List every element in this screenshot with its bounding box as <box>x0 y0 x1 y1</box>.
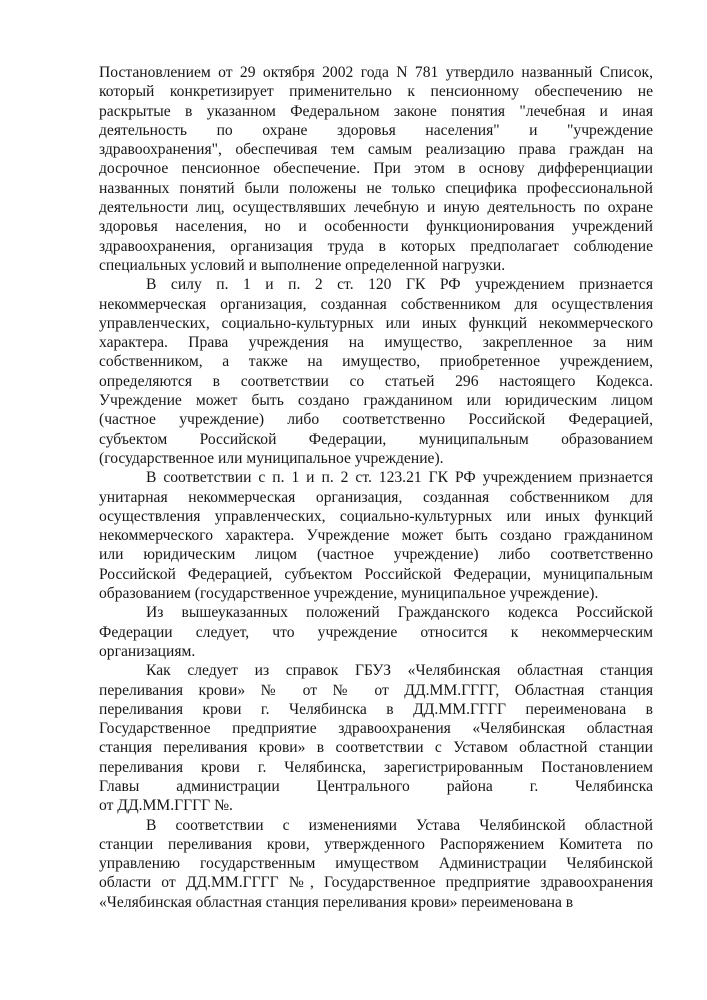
text-line: «Челябинская областная станция переливания крови» переименована в <box>99 893 574 911</box>
text-line: здравоохранения", обеспечивая тем самым реализацию права граждан на <box>99 141 653 159</box>
text-line: или юридическим лицом (частное учреждение) либо соответственно <box>99 546 653 564</box>
text-line: Учреждение может быть создано гражданином или юридическим лицом <box>99 392 653 410</box>
text-line: Федерации следует, что учреждение относится к некоммерческим <box>99 623 653 641</box>
paragraph-5 <box>99 661 653 815</box>
text-line: определяются в соответствии со статьей 296 настоящего Кодекса. <box>99 372 653 390</box>
text-line: образованием (государственное учреждение, муниципальное учреждение). <box>99 585 599 603</box>
text-line: (частное учреждение) либо соответственно Российской Федерацией, <box>99 411 653 429</box>
paragraph-4 <box>99 603 653 661</box>
text-line: В силу п. 1 и п. 2 ст. 120 ГК РФ учреждением признается <box>146 276 653 294</box>
text-line: который конкретизирует применительно к пенсионному обеспечению не <box>99 83 653 101</box>
text-line: названных понятий были положены не только специфика профессиональной <box>99 179 653 197</box>
text-line: Как следует из справок ГБУЗ «Челябинская областная станция <box>146 662 653 680</box>
text-line: области от ДД.ММ.ГГГГ №, Государственное предприятие здравоохранения <box>99 874 653 892</box>
text-line: деятельности лиц, осуществлявших лечебную и иную деятельность по охране <box>99 199 653 217</box>
text-line: субъектом Российской Федерации, муниципальным образованием <box>99 430 653 448</box>
text-line: Главы администрации Центрального района г. Челябинска <box>99 777 653 795</box>
text-line: Российской Федерацией, субъектом Российской Федерации, муниципальным <box>99 565 653 583</box>
text-line: некоммерческого характера. Учреждение может быть создано гражданином <box>99 527 653 545</box>
text-line: Постановлением от 29 октября 2002 года N 781 утвердило названный Список, <box>99 64 653 81</box>
text-line: управлению государственным имуществом Администрации Челябинской <box>99 855 653 873</box>
text-line: переливания крови» № от № от ДД.ММ.ГГГГ, Областная станция <box>99 681 653 699</box>
text-line: (государственное или муниципальное учреждение). <box>99 449 444 467</box>
text-line: характера. Права учреждения на имущество, закрепленное за ним <box>99 334 653 352</box>
text-line: раскрытые в указанном Федеральном законе понятия "лечебная и иная <box>99 102 653 120</box>
text-line: В соответствии с изменениями Устава Челябинской областной <box>146 816 653 834</box>
text-line: здоровья населения, но и особенности функционирования учреждений <box>99 218 653 236</box>
text-line: Из вышеуказанных положений Гражданского кодекса Российской <box>146 604 653 622</box>
text-line: осуществления управленческих, социально-культурных или иных функций <box>99 507 653 525</box>
text-line: собственником, а также на имущество, приобретенное учреждением, <box>99 353 653 371</box>
text-line: от ДД.ММ.ГГГГ №. <box>99 797 233 815</box>
text-line: специальных условий и выполнение определенной нагрузки. <box>99 256 506 274</box>
text-line: организациям. <box>99 642 196 660</box>
text-line: станция переливания крови» в соответствии с Уставом областной станции <box>99 739 653 757</box>
text-line: деятельность по охране здоровья населения" и "учреждение <box>99 121 653 139</box>
text-line: управленческих, социально-культурных или иных функций некоммерческого <box>99 314 653 332</box>
text-line: переливания крови г. Челябинска, зарегистрированным Постановлением <box>99 758 653 776</box>
document-body <box>99 63 653 912</box>
text-line: В соответствии с п. 1 и п. 2 ст. 123.21 ГК РФ учреждением признается <box>146 469 653 487</box>
text-line: некоммерческая организация, созданная собственником для осуществления <box>99 295 653 313</box>
paragraph-1 <box>99 63 653 275</box>
paragraph-2 <box>99 275 653 468</box>
text-line: Государственное предприятие здравоохранения «Челябинская областная <box>99 720 653 738</box>
text-line: унитарная некоммерческая организация, созданная собственником для <box>99 488 653 506</box>
text-line: здравоохранения, организация труда в которых предполагает соблюдение <box>99 237 653 255</box>
text-line: станции переливания крови, утвержденного Распоряжением Комитета по <box>99 835 653 853</box>
text-line: досрочное пенсионное обеспечение. При этом в основу дифференциации <box>99 160 653 178</box>
text-line: переливания крови г. Челябинска в ДД.ММ.ГГГГ переименована в <box>99 700 653 718</box>
paragraph-3 <box>99 468 653 603</box>
paragraph-6 <box>99 816 653 912</box>
